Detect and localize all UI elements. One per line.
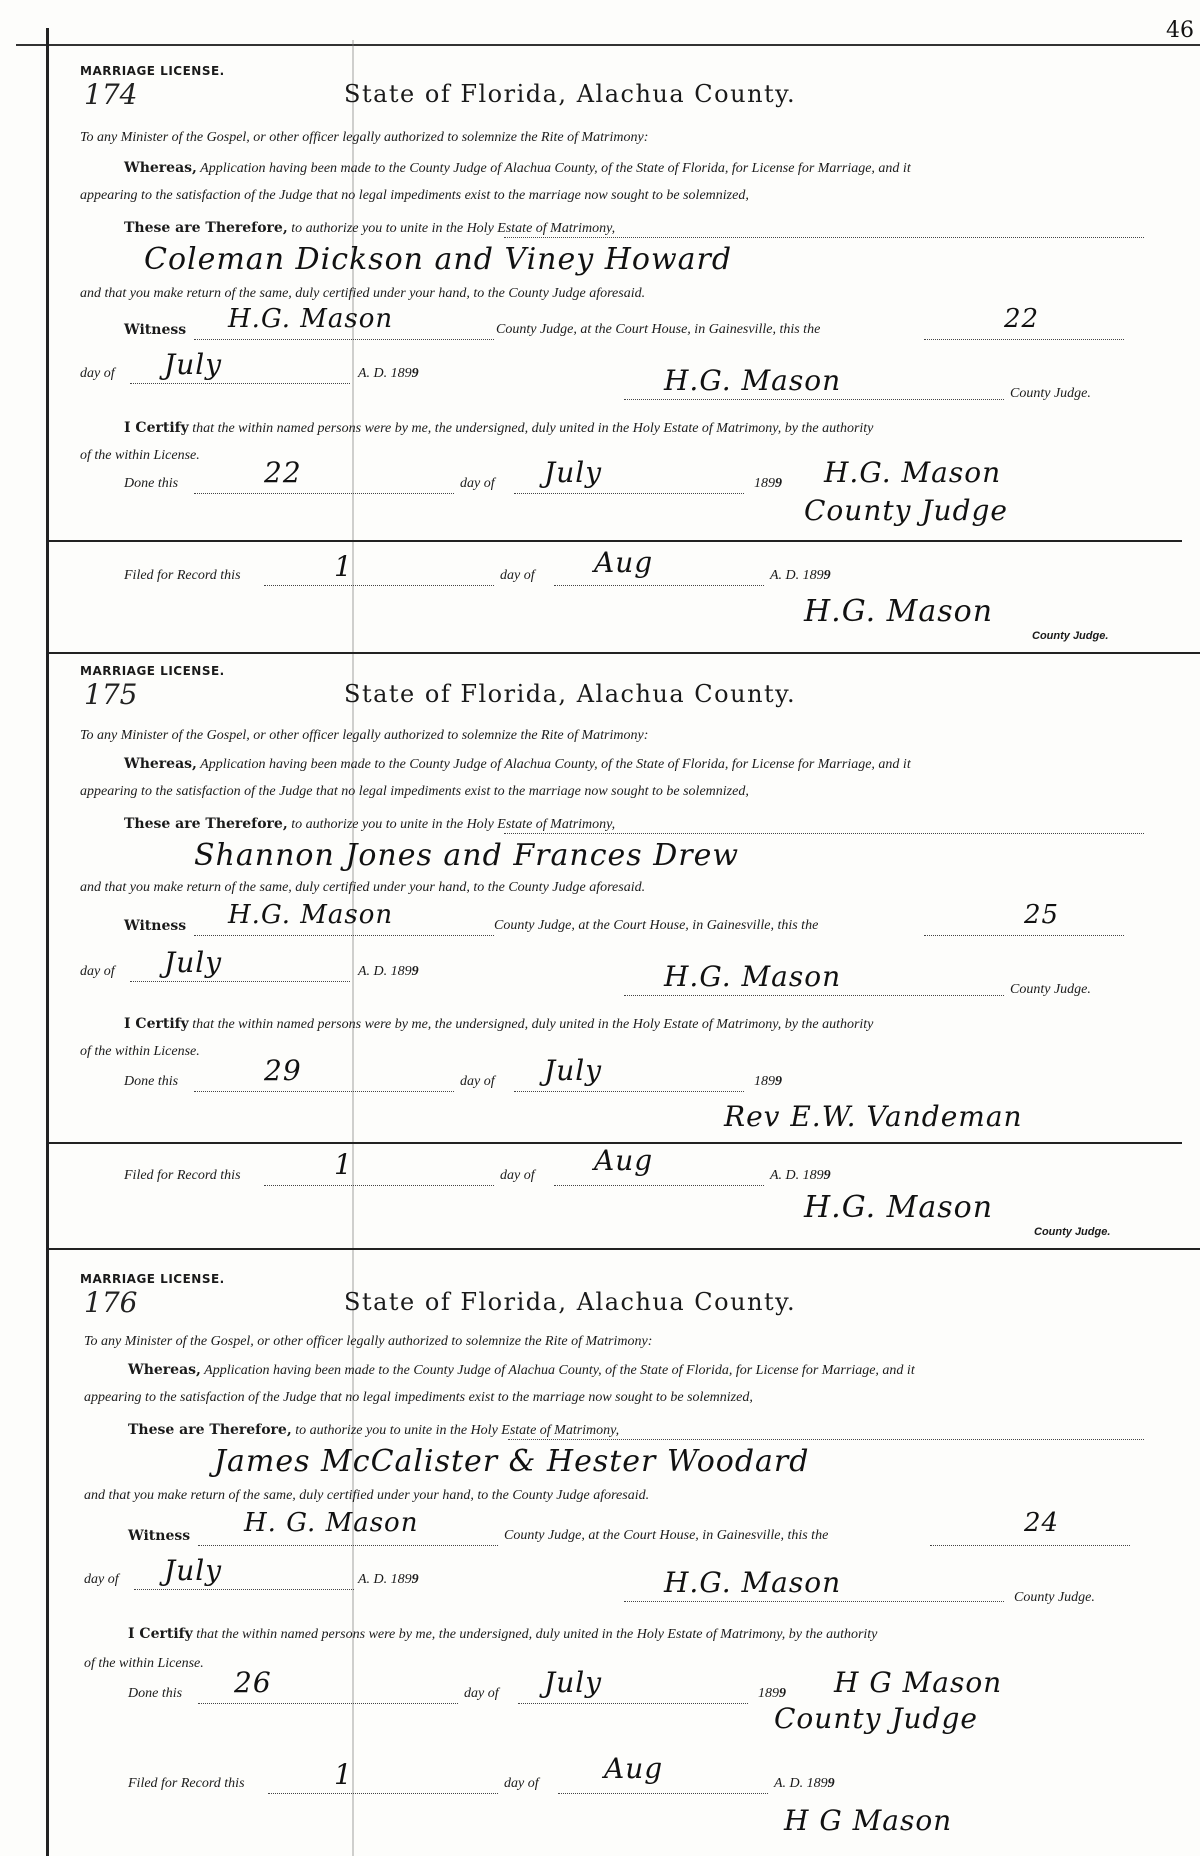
witness-text: County Judge, at the Court House, in Gainesville, this the xyxy=(494,918,819,933)
certify-line-2: of the within License. xyxy=(80,1044,200,1059)
certify-line-2: of the within License. xyxy=(84,1656,204,1671)
done-day-of-label: day of xyxy=(460,476,495,491)
witness-text: County Judge, at the Court House, in Gainesville, this the xyxy=(504,1528,829,1543)
witness-word: Witness xyxy=(128,1528,191,1544)
month: July xyxy=(164,1554,223,1587)
filed-day-of-label: day of xyxy=(504,1776,539,1791)
filed-day-underline xyxy=(268,1792,498,1794)
couple-names: James McCalister & Hester Woodard xyxy=(214,1444,810,1479)
license-block xyxy=(64,1272,1144,1852)
month: July xyxy=(164,946,223,979)
filed-month: Aug xyxy=(604,1752,664,1785)
filed-signature: H.G. Mason xyxy=(804,594,994,629)
these-line: These are Therefore, to authorize you to unite in the Holy Estate of Matrimony, xyxy=(124,816,616,832)
done-month: July xyxy=(544,456,603,489)
these-underline xyxy=(504,832,1144,834)
couple-names: Coleman Dickson and Viney Howard xyxy=(144,242,733,277)
county-judge-label: County Judge. xyxy=(1010,982,1091,997)
done-this-label: Done this xyxy=(124,1074,179,1089)
filed-county-judge: County Judge. xyxy=(1032,630,1109,642)
filed-county-judge: County Judge. xyxy=(1034,1226,1111,1238)
county-judge-label: County Judge. xyxy=(1010,386,1091,401)
certify-line: I Certify that the within named persons were by me, the undersigned, duly united in the Holy Estate of Matrimony, by the authority xyxy=(124,420,874,436)
judge-underline xyxy=(624,398,1004,400)
license-label: MARRIAGE LICENSE. xyxy=(80,664,225,678)
filed-day-of-label: day of xyxy=(500,1168,535,1183)
whereas-line: Whereas, Application having been made to the County Judge of Alachua County, of the State of Florida, for License for Marriage, and it xyxy=(128,1362,915,1378)
done-month-underline xyxy=(518,1702,748,1704)
judge-signature: H.G. Mason xyxy=(664,1566,842,1599)
done-year: 1899 xyxy=(754,476,782,491)
ad-label: A. D. 1899 xyxy=(358,964,419,979)
these-word: These are Therefore, xyxy=(124,220,288,236)
judge-signature: H.G. Mason xyxy=(664,960,842,993)
filed-month-underline xyxy=(558,1792,768,1794)
witness-underline xyxy=(194,934,494,936)
done-this-label: Done this xyxy=(124,476,179,491)
address-line: To any Minister of the Gospel, or other officer legally authorized to solemnize the Rite of Matrimony: xyxy=(80,728,649,743)
witness-underline xyxy=(194,338,494,340)
witness-name: H.G. Mason xyxy=(228,900,394,930)
officiant-signature: H G Mason xyxy=(834,1666,1003,1699)
done-month: July xyxy=(544,1054,603,1087)
ad-label: A. D. 1899 xyxy=(358,1572,419,1587)
license-title: State of Florida, Alachua County. xyxy=(344,80,797,108)
license-separator xyxy=(46,1248,1200,1250)
appearing-line: appearing to the satisfaction of the Judge that no legal impediments exist to the marriage now sought to be solemnized, xyxy=(80,784,749,799)
appearing-line: appearing to the satisfaction of the Judge that no legal impediments exist to the marriage now sought to be solemnized, xyxy=(80,188,749,203)
certify-line: I Certify that the within named persons were by me, the undersigned, duly united in the Holy Estate of Matrimony, by the authority xyxy=(128,1626,878,1642)
witness-name: H.G. Mason xyxy=(228,304,394,334)
witness-day: 24 xyxy=(1024,1508,1060,1538)
address-line: To any Minister of the Gospel, or other officer legally authorized to solemnize the Rite of Matrimony: xyxy=(84,1334,653,1349)
certify-line: I Certify that the within named persons were by me, the undersigned, duly united in the Holy Estate of Matrimony, by the authority xyxy=(124,1016,874,1032)
couple-names: Shannon Jones and Frances Drew xyxy=(194,838,740,873)
filed-day: 1 xyxy=(334,1758,353,1791)
filed-ad: A. D. 1899 xyxy=(770,1168,831,1183)
page-number: 46 xyxy=(1166,18,1194,43)
return-line: and that you make return of the same, duly certified under your hand, to the County Judge aforesaid. xyxy=(80,286,646,301)
return-line: and that you make return of the same, duly certified under your hand, to the County Judge aforesaid. xyxy=(80,880,646,895)
done-year: 1899 xyxy=(758,1686,786,1701)
these-underline xyxy=(504,236,1144,238)
witness-name: H. G. Mason xyxy=(244,1508,419,1538)
witness-day: 22 xyxy=(1004,304,1040,334)
license-label: MARRIAGE LICENSE. xyxy=(80,64,225,78)
witness-word: Witness xyxy=(124,918,187,934)
license-number: 175 xyxy=(84,678,138,711)
day-of-label: day of xyxy=(80,964,115,979)
filed-day: 1 xyxy=(334,1148,353,1181)
license-separator xyxy=(46,652,1200,654)
month-underline xyxy=(130,980,350,982)
top-rule xyxy=(16,44,1200,46)
done-this-label: Done this xyxy=(128,1686,183,1701)
filed-month-underline xyxy=(554,1184,764,1186)
address-line: To any Minister of the Gospel, or other officer legally authorized to solemnize the Rite of Matrimony: xyxy=(80,130,649,145)
done-day-underline xyxy=(194,1090,454,1092)
done-month-underline xyxy=(514,1090,744,1092)
filed-day-underline xyxy=(264,1184,494,1186)
license-title: State of Florida, Alachua County. xyxy=(344,1288,797,1316)
done-day-underline xyxy=(198,1702,458,1704)
certify-line-2: of the within License. xyxy=(80,448,200,463)
filed-signature: H.G. Mason xyxy=(804,1190,994,1225)
filed-label: Filed for Record this xyxy=(124,1168,241,1183)
filed-day-underline xyxy=(264,584,494,586)
license-title: State of Florida, Alachua County. xyxy=(344,680,797,708)
license-block xyxy=(64,64,1144,644)
ad-label: A. D. 1899 xyxy=(358,366,419,381)
filed-month: Aug xyxy=(594,1144,654,1177)
filed-day: 1 xyxy=(334,550,353,583)
done-month-underline xyxy=(514,492,744,494)
filed-separator xyxy=(46,540,1182,542)
officiant-title: County Judge xyxy=(804,494,1008,527)
whereas-line xyxy=(124,160,911,177)
judge-underline xyxy=(624,994,1004,996)
these-line: These are Therefore, to authorize you to unite in the Holy Estate of Matrimony, xyxy=(128,1422,620,1438)
done-day-of-label: day of xyxy=(460,1074,495,1089)
filed-month-underline xyxy=(554,584,764,586)
done-day-underline xyxy=(194,492,454,494)
return-line: and that you make return of the same, duly certified under your hand, to the County Judge aforesaid. xyxy=(84,1488,650,1503)
license-block xyxy=(64,664,1144,1244)
witness-day-underline xyxy=(924,934,1124,936)
license-number: 174 xyxy=(84,78,138,111)
filed-day-of-label: day of xyxy=(500,568,535,583)
filed-signature: H G Mason xyxy=(784,1804,953,1837)
day-of-label: day of xyxy=(84,1572,119,1587)
filed-ad: A. D. 1899 xyxy=(770,568,831,583)
witness-text: County Judge, at the Court House, in Gainesville, this the xyxy=(496,322,821,337)
license-label: MARRIAGE LICENSE. xyxy=(80,1272,225,1286)
judge-underline xyxy=(624,1600,1004,1602)
these-text: to authorize you to unite in the Holy Estate of Matrimony, xyxy=(291,221,616,236)
these-line xyxy=(124,220,615,237)
witness-day-underline xyxy=(930,1544,1130,1546)
license-number: 176 xyxy=(84,1286,138,1319)
filed-label: Filed for Record this xyxy=(124,568,241,583)
officiant-title: County Judge xyxy=(774,1702,978,1735)
whereas-line: Whereas, Application having been made to the County Judge of Alachua County, of the State of Florida, for License for Marriage, and it xyxy=(124,756,911,772)
month-underline xyxy=(130,382,350,384)
done-day-of-label: day of xyxy=(464,1686,499,1701)
done-month: July xyxy=(544,1666,603,1699)
whereas-text: Application having been made to the County Judge of Alachua County, of the State of Florida, for License for Marriage, and it xyxy=(200,161,911,176)
month-underline xyxy=(134,1588,354,1590)
done-day: 22 xyxy=(264,456,302,489)
appearing-line: appearing to the satisfaction of the Judge that no legal impediments exist to the marriage now sought to be solemnized, xyxy=(84,1390,753,1405)
witness-day-underline xyxy=(924,338,1124,340)
witness-day: 25 xyxy=(1024,900,1060,930)
day-of-label: day of xyxy=(80,366,115,381)
officiant-signature: H.G. Mason xyxy=(824,456,1002,489)
done-day: 26 xyxy=(234,1666,272,1699)
these-underline xyxy=(508,1438,1144,1440)
witness-underline xyxy=(198,1544,498,1546)
officiant-signature: Rev E.W. Vandeman xyxy=(724,1100,1023,1133)
filed-month: Aug xyxy=(594,546,654,579)
witness-word: Witness xyxy=(124,322,187,338)
judge-signature: H.G. Mason xyxy=(664,364,842,397)
filed-ad: A. D. 1899 xyxy=(774,1776,835,1791)
done-day: 29 xyxy=(264,1054,302,1087)
left-margin-rule xyxy=(46,28,49,1856)
month: July xyxy=(164,348,223,381)
county-judge-label: County Judge. xyxy=(1014,1590,1095,1605)
whereas-word: Whereas, xyxy=(124,160,197,176)
filed-label: Filed for Record this xyxy=(128,1776,245,1791)
done-year: 1899 xyxy=(754,1074,782,1089)
